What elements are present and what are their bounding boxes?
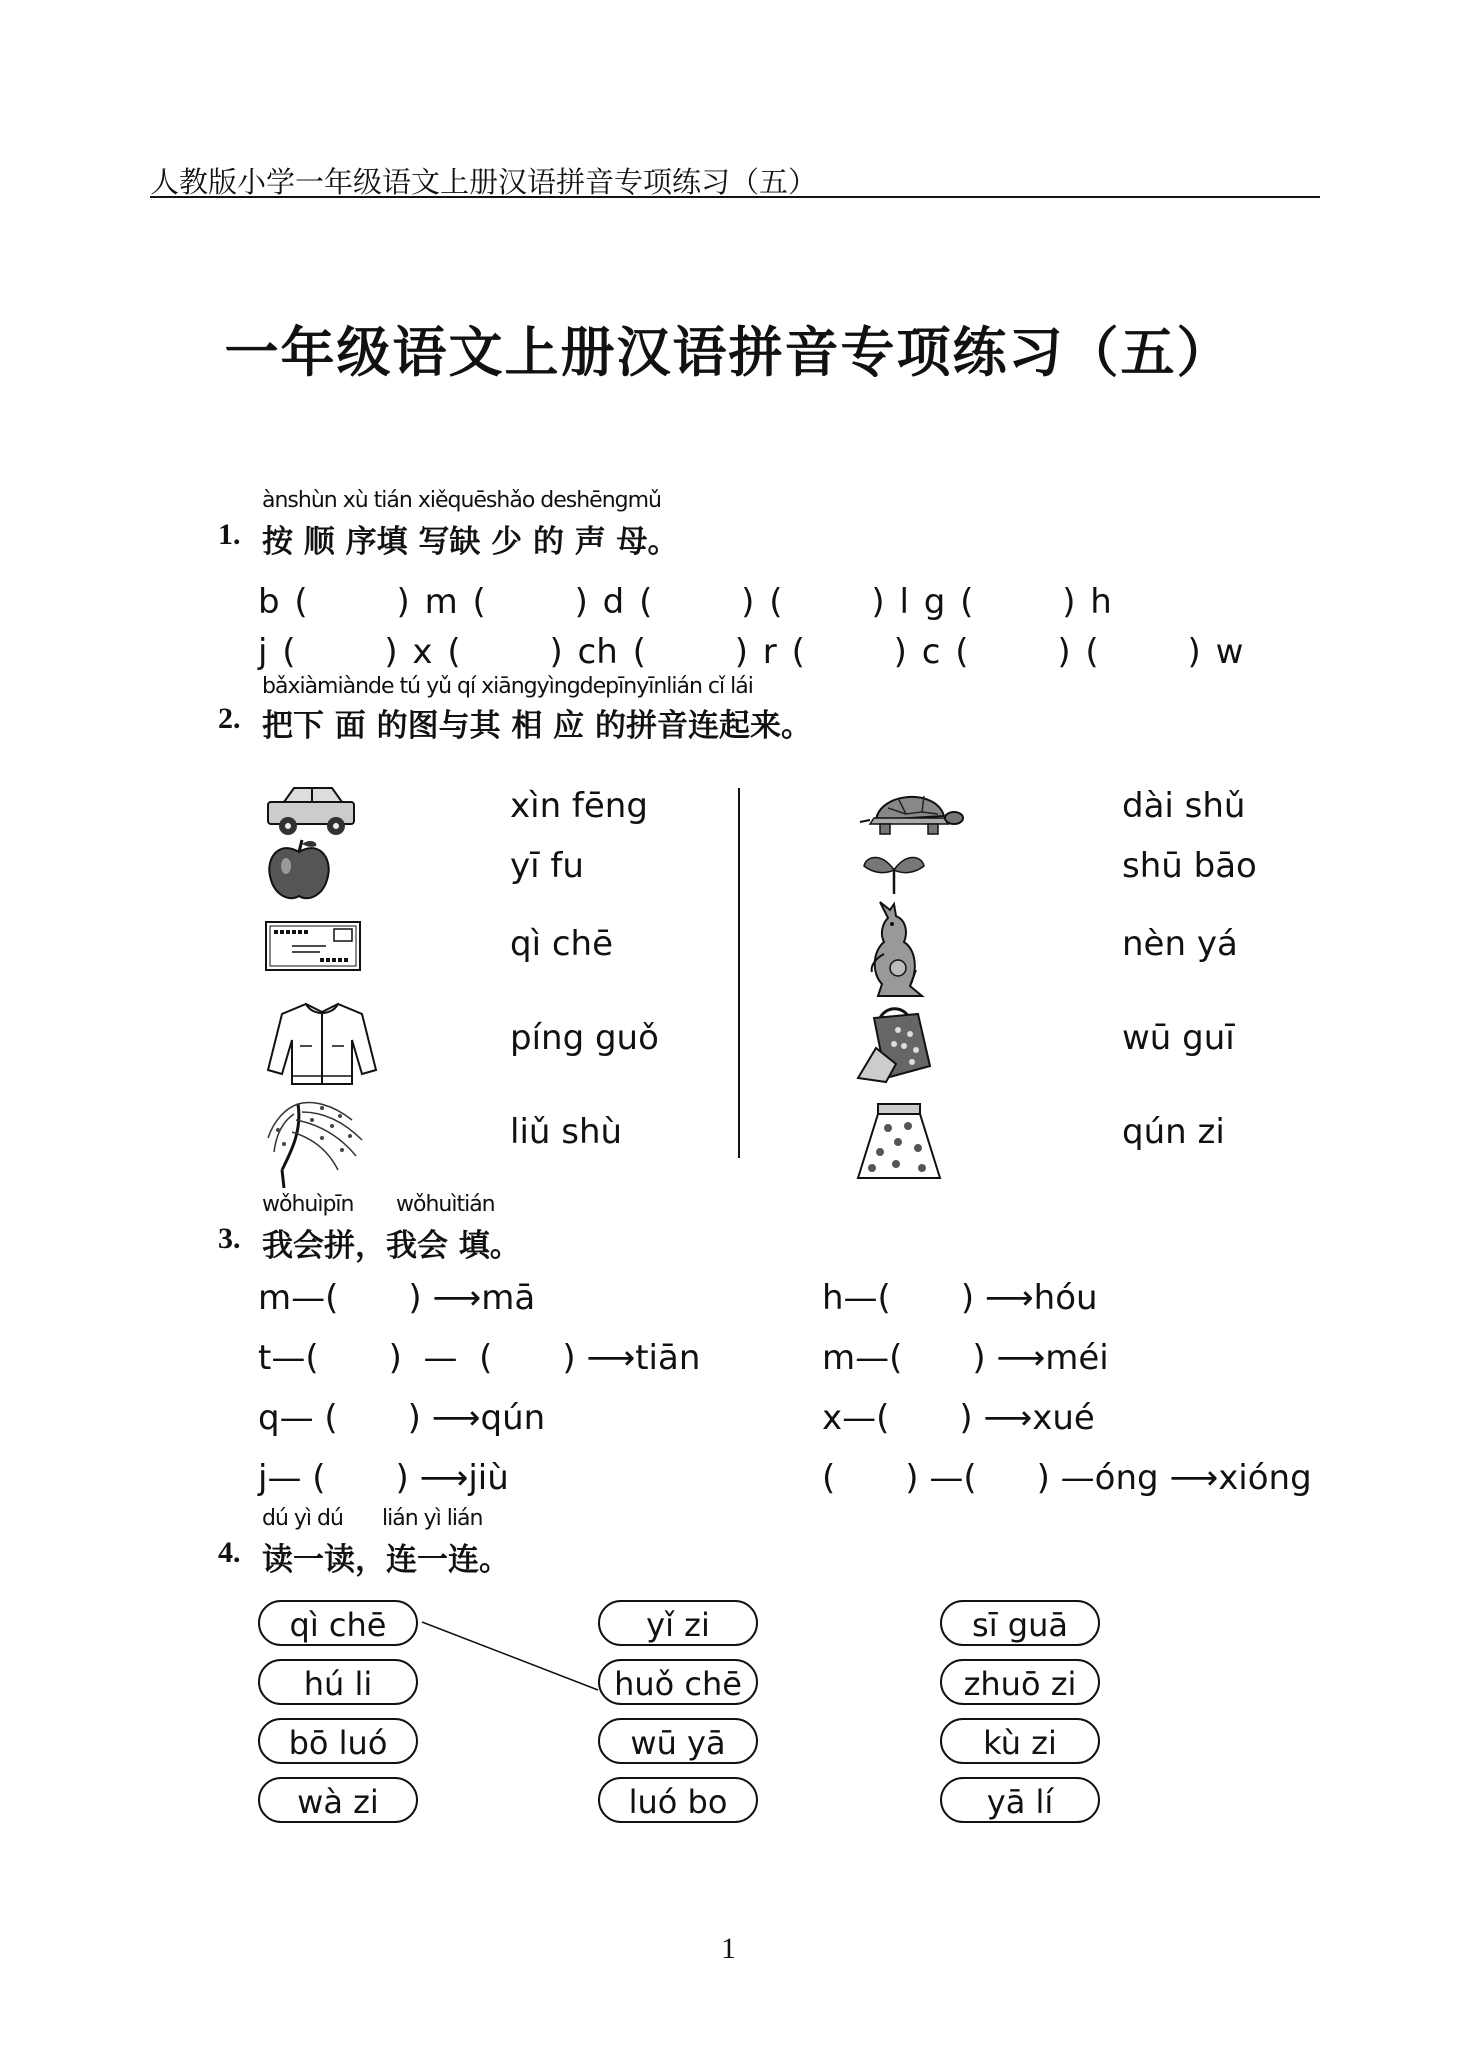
q3-right-row-1: h—( ) ⟶hóu xyxy=(822,1278,1098,1318)
arrow-icon: ⟶ xyxy=(1169,1458,1219,1498)
q4-word-pill[interactable]: bō luó xyxy=(258,1718,418,1764)
turtle-icon xyxy=(858,786,964,838)
q4-word-pill[interactable]: wū yā xyxy=(598,1718,758,1764)
q2-column-divider xyxy=(738,788,740,1158)
schoolbag-icon xyxy=(856,1004,938,1086)
q4-pinyin-a: dú yì dú xyxy=(262,1506,343,1531)
q4-word-pill[interactable]: yā lí xyxy=(940,1777,1100,1823)
q4-word-pill[interactable]: wà zi xyxy=(258,1777,418,1823)
kangaroo-icon xyxy=(858,900,934,1000)
q4-pinyin-b: lián yì lián xyxy=(382,1506,483,1531)
q1-pinyin: ànshùn xù tián xiěquēshǎo deshēngmǔ xyxy=(262,488,661,513)
header-rule xyxy=(150,196,1320,198)
q3-left-row-4: j— ( ) ⟶jiù xyxy=(258,1458,509,1498)
running-header: 人教版小学一年级语文上册汉语拼音专项练习（五） xyxy=(150,167,818,199)
q4-word-pill[interactable]: luó bo xyxy=(598,1777,758,1823)
page-number: 1 xyxy=(721,1932,736,1965)
willow-tree-icon xyxy=(262,1090,384,1190)
q1-row-2: j ( ) x ( ) ch ( ) r ( ) c ( ) ( ) w xyxy=(258,632,1244,672)
q4-word-pill[interactable]: qì chē xyxy=(258,1600,418,1646)
arrow-icon: ⟶ xyxy=(984,1278,1034,1318)
arrow-icon: ⟶ xyxy=(996,1338,1046,1378)
q3-right-row-3: x—( ) ⟶xué xyxy=(822,1398,1095,1438)
q3-text: 我会拼，我会 填。 xyxy=(262,1228,521,1264)
q2-left-pinyin-3: qì chē xyxy=(510,924,613,964)
skirt-icon xyxy=(856,1102,942,1182)
jacket-icon xyxy=(266,1000,378,1086)
arrow-icon: ⟶ xyxy=(431,1398,481,1438)
arrow-icon: ⟶ xyxy=(983,1398,1033,1438)
q3-left-row-3: q— ( ) ⟶qún xyxy=(258,1398,546,1438)
q3-number: 3. xyxy=(218,1222,241,1255)
q3-pinyin-b: wǒhuìtián xyxy=(396,1192,495,1217)
q3-left-row-1: m—( ) ⟶mā xyxy=(258,1278,536,1318)
q2-right-pinyin-1: dài shǔ xyxy=(1122,786,1246,826)
q3-left-row-2: t—( ) — ( ) ⟶tiān xyxy=(258,1338,701,1378)
q2-text: 把下 面 的图与其 相 应 的拼音连起来。 xyxy=(262,708,812,744)
q2-right-pinyin-3: nèn yá xyxy=(1122,924,1238,964)
q1-text: 按 顺 序填 写缺 少 的 声 母。 xyxy=(262,524,679,560)
q2-left-pinyin-5: liǔ shù xyxy=(510,1112,623,1152)
q2-left-pinyin-4: píng guǒ xyxy=(510,1018,659,1058)
arrow-icon: ⟶ xyxy=(586,1338,636,1378)
q1-row-1: b ( ) m ( ) d ( ) ( ) l g ( ) h xyxy=(258,582,1112,622)
q2-right-pinyin-2: shū bāo xyxy=(1122,846,1257,886)
q4-text: 读一读，连一连。 xyxy=(262,1542,510,1578)
q2-number: 2. xyxy=(218,702,241,735)
q2-right-pinyin-5: qún zi xyxy=(1122,1112,1225,1152)
q4-word-pill[interactable]: huǒ chē xyxy=(598,1659,758,1705)
page-title: 一年级语文上册汉语拼音专项练习（五） xyxy=(224,321,1233,384)
q4-word-pill[interactable]: kù zi xyxy=(940,1718,1100,1764)
q2-pinyin: bǎxiàmiànde tú yǔ qí xiāngyìngdepīnyīnlián cǐ lái xyxy=(262,674,753,699)
q3-right-row-4: ( ) —( ) —óng ⟶xióng xyxy=(822,1458,1312,1498)
q4-number: 4. xyxy=(218,1536,241,1569)
q1-number: 1. xyxy=(218,518,241,551)
sprout-icon xyxy=(862,850,926,896)
q2-right-pinyin-4: wū guī xyxy=(1122,1018,1235,1058)
arrow-icon: ⟶ xyxy=(432,1278,482,1318)
q4-word-pill[interactable]: hú li xyxy=(258,1659,418,1705)
q2-left-pinyin-1: xìn fēng xyxy=(510,786,648,826)
example-connector-line xyxy=(420,1610,600,1700)
apple-icon xyxy=(264,838,334,904)
car-icon xyxy=(262,782,362,838)
q4-word-pill[interactable]: yǐ zi xyxy=(598,1600,758,1646)
q3-right-row-2: m—( ) ⟶méi xyxy=(822,1338,1109,1378)
q4-word-pill[interactable]: sī guā xyxy=(940,1600,1100,1646)
q4-word-pill[interactable]: zhuō zi xyxy=(940,1659,1100,1705)
envelope-icon xyxy=(264,920,364,974)
q3-pinyin-a: wǒhuìpīn xyxy=(262,1192,354,1217)
q2-left-pinyin-2: yī fu xyxy=(510,846,584,886)
arrow-icon: ⟶ xyxy=(419,1458,469,1498)
